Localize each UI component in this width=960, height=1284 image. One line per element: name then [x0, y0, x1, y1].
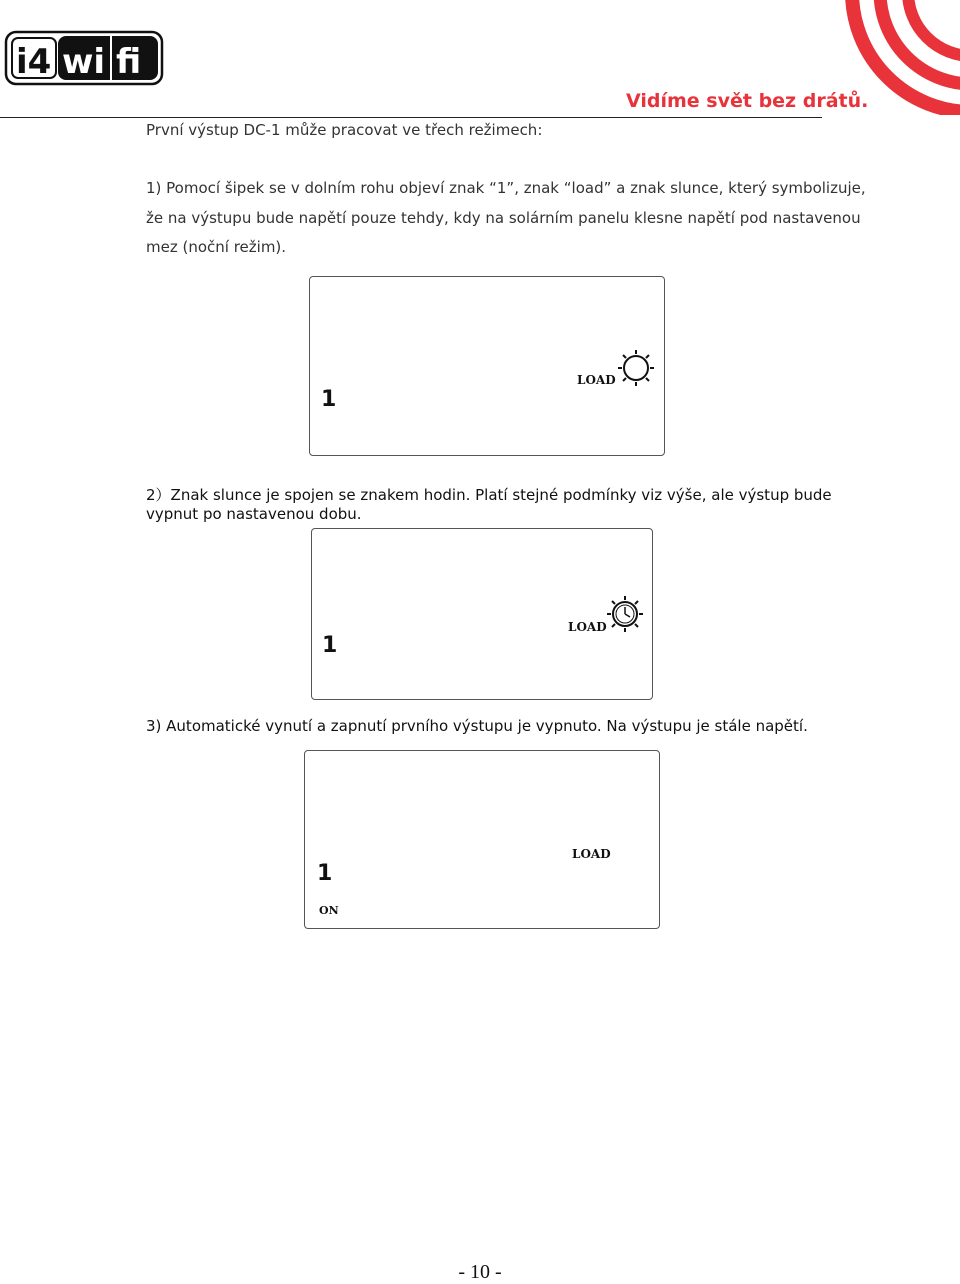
intro-text: První výstup DC-1 může pracovat ve třech režimech:: [146, 121, 543, 139]
i4wifi-logo: [4, 30, 164, 86]
lcd-display-mode2: [311, 528, 653, 700]
sun-clock-icon: [606, 595, 644, 633]
page-number: - 10 -: [458, 1261, 502, 1283]
lcd-digit: 1: [321, 387, 337, 412]
mode1-line3: mez (noční režim).: [146, 238, 287, 256]
mode1-line2: že na výstupu bude napětí pouze tehdy, kdy na solárním panelu klesne napětí pod nastavenou: [146, 209, 861, 227]
lcd-load-label: LOAD: [568, 620, 607, 634]
mode2-line1: 2）Znak slunce je spojen se znakem hodin. Platí stejné podmínky viz výše, ale výstup bude: [146, 486, 832, 504]
mode1-line1: 1) Pomocí šipek se v dolním rohu objeví znak “1”, znak “load” a znak slunce, který symbolizuje,: [146, 179, 866, 197]
lcd-digit: 1: [317, 861, 333, 886]
lcd-display-mode1: [309, 276, 665, 456]
lcd-display-mode3: [304, 750, 660, 929]
lcd-digit: 1: [322, 633, 338, 658]
svg-text:fi: fi: [116, 42, 142, 82]
mode2-line2: vypnut po nastavenou dobu.: [146, 505, 362, 523]
svg-text:wi: wi: [62, 42, 106, 82]
lcd-load-label: LOAD: [577, 373, 616, 387]
sun-icon: [616, 348, 656, 388]
slogan: Vidíme svět bez drátů.: [626, 90, 869, 112]
lcd-load-label: LOAD: [572, 847, 611, 861]
svg-text:i4: i4: [16, 42, 52, 82]
header-divider: [0, 117, 822, 118]
lcd-on-label: ON: [319, 904, 339, 917]
mode3-line1: 3) Automatické vynutí a zapnutí prvního výstupu je vypnuto. Na výstupu je stále napětí.: [146, 717, 808, 735]
